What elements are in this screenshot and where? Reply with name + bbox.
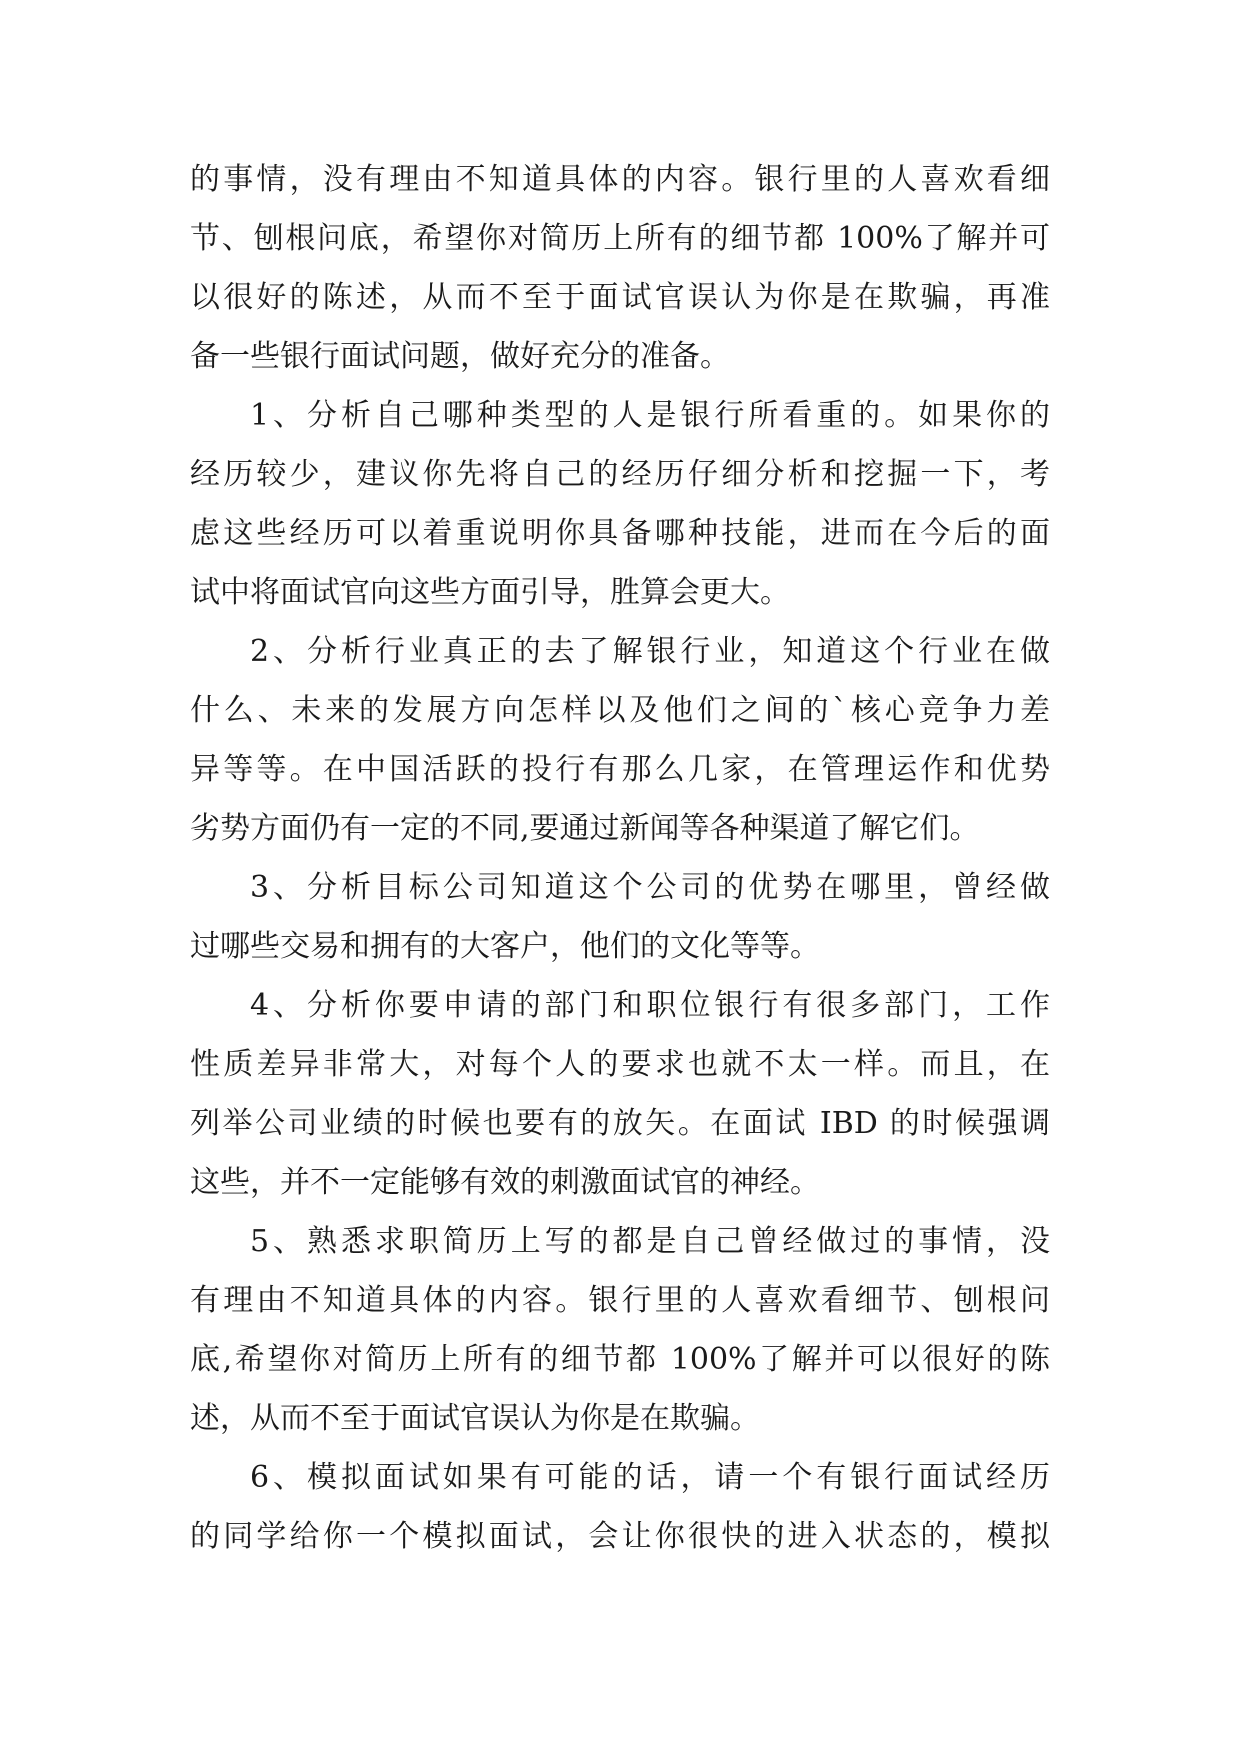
text-line: 1、分析自己哪种类型的人是银行所看重的。如果你的: [250, 398, 1050, 433]
text-line: 什么、未来的发展方向怎样以及他们之间的`核心竞争力差: [190, 693, 1050, 728]
text-line: 劣势方面仍有一定的不同,要通过新闻等各种渠道了解它们。: [190, 811, 980, 846]
text-line: 性质差异非常大，对每个人的要求也就不太一样。而且，在: [190, 1047, 1050, 1082]
text-line: 节、刨根问底，希望你对简历上所有的细节都 100%了解并可: [190, 221, 1050, 256]
text-line: 虑这些经历可以着重说明你具备哪种技能，进而在今后的面: [190, 516, 1050, 551]
text-line: 异等等。在中国活跃的投行有那么几家，在管理运作和优势: [190, 752, 1050, 787]
text-line: 试中将面试官向这些方面引导，胜算会更大。: [190, 575, 790, 610]
text-line: 经历较少，建议你先将自己的经历仔细分析和挖掘一下，考: [190, 457, 1050, 492]
text-line: 的事情，没有理由不知道具体的内容。银行里的人喜欢看细: [190, 162, 1050, 197]
text-line: 4、分析你要申请的部门和职位银行有很多部门，工作: [250, 988, 1050, 1023]
text-line: 5、熟悉求职简历上写的都是自己曾经做过的事情，没: [250, 1224, 1050, 1259]
document-body: [190, 150, 1050, 1566]
text-line: 有理由不知道具体的内容。银行里的人喜欢看细节、刨根问: [190, 1283, 1050, 1318]
text-line: 过哪些交易和拥有的大客户，他们的文化等等。: [190, 929, 820, 964]
text-line: 3、分析目标公司知道这个公司的优势在哪里，曾经做: [250, 870, 1050, 905]
text-line: 这些，并不一定能够有效的刺激面试官的神经。: [190, 1165, 820, 1200]
text-line: 底,希望你对简历上所有的细节都 100%了解并可以很好的陈: [190, 1342, 1050, 1377]
text-line: 以很好的陈述，从而不至于面试官误认为你是在欺骗，再准: [190, 280, 1050, 315]
text-line: 的同学给你一个模拟面试，会让你很快的进入状态的，模拟: [190, 1519, 1050, 1554]
text-line: 述，从而不至于面试官误认为你是在欺骗。: [190, 1401, 760, 1436]
text-line: 备一些银行面试问题，做好充分的准备。: [190, 339, 730, 374]
text-line: 2、分析行业真正的去了解银行业，知道这个行业在做: [250, 634, 1050, 669]
text-line: 列举公司业绩的时候也要有的放矢。在面试 IBD 的时候强调: [190, 1106, 1050, 1141]
text-line: 6、模拟面试如果有可能的话，请一个有银行面试经历: [250, 1460, 1050, 1495]
